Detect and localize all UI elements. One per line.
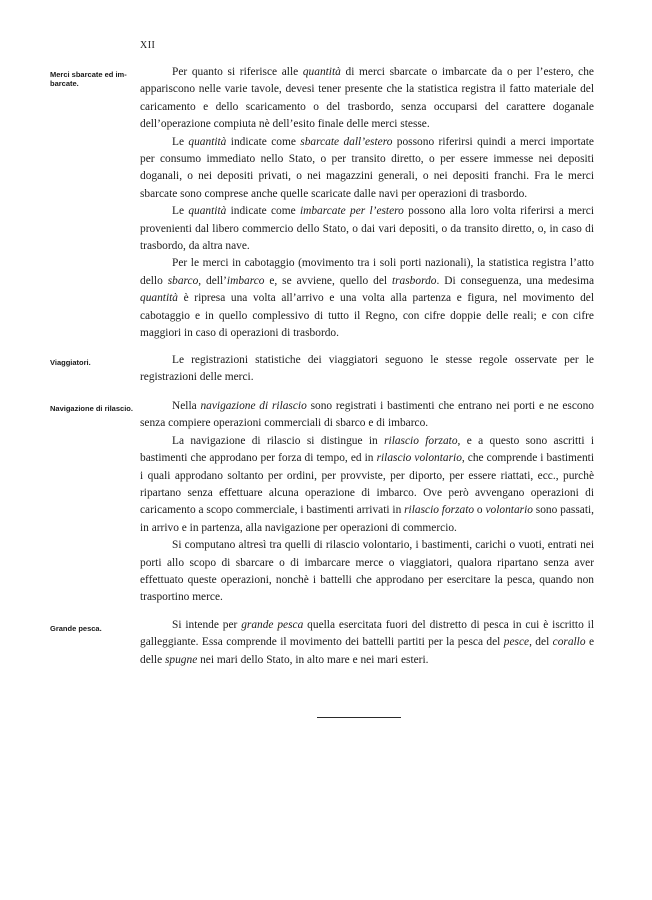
- italic-term: spugne: [164, 653, 198, 666]
- italic-term: trasbordo: [391, 274, 437, 287]
- paragraph: Si intende per grande pesca quella esercitata fuori del distretto di pesca in cui è iscritto il galleggiante. Essa comprende il movimento dei battelli partiti per la pesca del pesce, del corallo e delle spugne nei mari dello Stato, in alto mare e nei mari esteri.: [140, 619, 595, 666]
- closing-rule: [317, 717, 401, 718]
- paragraph: Per le merci in cabotaggio (movimento tra i soli porti nazionali), la statistica registra l’atto dello sbarco, dell’imbarco e, se avviene, quello del trasbordo. Di conseguenza, una medesima quantità è ripresa una volta all’arrivo e una volta alla partenza e figura, nel movimento del cabotaggio e in quello complessivo di tutto il Regno, con cifre doppie delle reali; e con cifre maggiori in caso di operazioni di trasbordo.: [140, 257, 595, 340]
- italic-term: sbarcate dall’estero: [300, 135, 393, 148]
- section-viaggiatori: [140, 352, 594, 387]
- section-merci: [140, 64, 594, 343]
- italic-term: quantità: [302, 66, 341, 78]
- italic-term: rilascio volontario: [376, 452, 462, 465]
- italic-term: quantità: [140, 292, 178, 305]
- side-label-grande-pesca: Grande pesca.: [50, 624, 102, 633]
- italic-term: quantità: [188, 135, 227, 148]
- paragraph: Nella navigazione di rilascio sono registrati i bastimenti che entrano nei porti e ne escono senza compiere operazioni commerciali di sbarco e di imbarco.: [140, 400, 594, 430]
- side-label-merci: Merci sbarcate ed imbarcate.: [50, 70, 127, 88]
- italic-term: pesce: [503, 636, 530, 649]
- side-label-viaggiatori: Viaggiatori.: [50, 358, 91, 367]
- section-navigazione: [140, 398, 594, 607]
- paragraph: La navigazione di rilascio si distingue in rilascio forzato, e a questo sono ascritti i bastimenti che approdano per forza di tempo, ed in rilascio volontario, che comprende i bastimenti i quali approdano soltanto per ordini, per provviste, per diporto, per essere riattati, ecc., purchè ripartano senza effettuare alcuna operazione di imbarco. Ove però avvengano operazioni di caricamento a scopo commerciale, i bastimenti arrivati in rilascio forzato o volontario sono passati, in arrivo e in partenza, alla navigazione per operazioni di commercio.: [140, 434, 595, 534]
- italic-term: corallo: [552, 636, 586, 649]
- page-number: XII: [140, 40, 156, 51]
- italic-term: imbarcate per l’estero: [299, 205, 404, 218]
- side-label-navigazione: Navigazione di rilascio.: [50, 404, 133, 413]
- paragraph: Le quantità indicate come imbarcate per l’estero possono alla loro volta riferirsi a merci provenienti dal libero commercio dello Stato, o dai vari depositi, o da transito diretto, o, in caso di trasbordo, da altra nave.: [140, 205, 595, 253]
- italic-term: sbarco: [167, 274, 199, 287]
- italic-term: volontario: [485, 504, 533, 517]
- italic-term: rilascio forzato: [404, 504, 475, 517]
- italic-term: navigazione di rilascio: [200, 400, 307, 412]
- italic-term: grande pesca: [241, 619, 304, 631]
- section-grande-pesca: [140, 617, 594, 669]
- italic-term: quantità: [188, 205, 227, 218]
- paragraph: Per quanto si riferisce alle quantità di merci sbarcate o imbarcate da o per l’estero, che appariscono nelle varie tavole, devesi tener presente che la statistica registra il fatto materiale del caricamento e dello scaricamento o del trasbordo, senza occuparsi del carattere doganale dell’operazione compiuta nè dell’esito finale delle merci stesse.: [140, 66, 594, 131]
- paragraph: Si computano altresì tra quelli di rilascio volontario, i bastimenti, carichi o vuoti, entrati nei porti allo scopo di sbarcare o di imbarcare merce o viaggiatori, qualora ripartano senza aver effettuato queste operazioni, nonchè i battelli che approdano per esercitare la pesca, quando non trasportino merce.: [140, 539, 594, 604]
- italic-term: imbarco: [226, 274, 265, 287]
- paragraph: Le quantità indicate come sbarcate dall’estero possono riferirsi quindi a merci importate per consumo immediato nello Stato, o per transito diretto, o per essere immesse nei depositi doganali, o nei depositi privati, o nei magazzini generali, o nei depositi franchi. Fra le merci sbarcate sono comprese anche quelle scaricate dalle navi per operazioni di trasbordo.: [140, 135, 594, 200]
- paragraph: Le registrazioni statistiche dei viaggiatori seguono le stesse regole osservate per le registrazioni delle merci.: [140, 354, 594, 384]
- italic-term: rilascio forzato: [384, 434, 458, 447]
